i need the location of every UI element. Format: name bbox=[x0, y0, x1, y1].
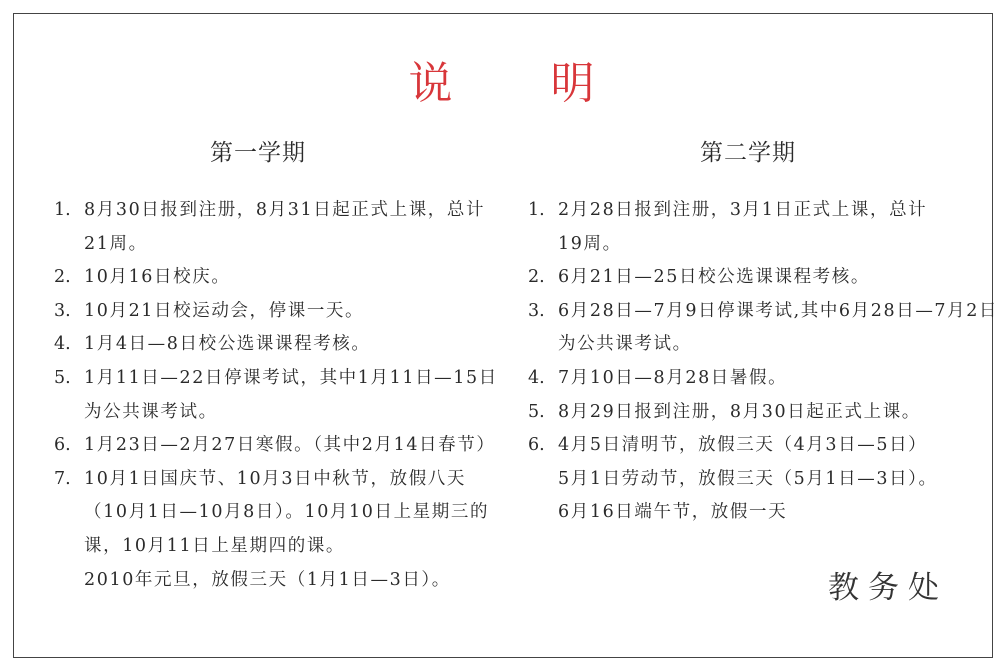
item-line: 1月23日—2月27日寒假。（其中2月14日春节） bbox=[84, 435, 496, 456]
first-semester-column bbox=[54, 136, 512, 597]
item-text bbox=[558, 362, 978, 396]
item-text bbox=[84, 328, 512, 362]
list-item bbox=[54, 362, 512, 429]
item-text bbox=[558, 295, 998, 362]
item-line: 19周。 bbox=[558, 233, 622, 254]
item-line: 21周。 bbox=[84, 233, 148, 254]
item-line: 10月1日国庆节、10月3日中秋节，放假八天 bbox=[84, 468, 467, 489]
first-semester-heading: 第一学期 bbox=[210, 140, 306, 166]
list-item bbox=[528, 194, 978, 261]
list-item bbox=[528, 429, 978, 530]
list-item bbox=[54, 429, 512, 463]
item-line: 6月16日端午节，放假一天 bbox=[558, 502, 788, 523]
item-line: 课，10月11日上星期四的课。 bbox=[84, 535, 346, 556]
item-text bbox=[558, 429, 978, 530]
item-number: 5. bbox=[528, 401, 545, 422]
list-item bbox=[54, 295, 512, 329]
item-text bbox=[84, 295, 512, 329]
item-number: 2. bbox=[528, 267, 545, 288]
list-item bbox=[54, 261, 512, 295]
item-line: 为公共课考试。 bbox=[84, 401, 218, 422]
item-text bbox=[84, 194, 512, 261]
list-item bbox=[54, 328, 512, 362]
second-semester-heading: 第二学期 bbox=[700, 140, 796, 166]
item-line: 6月28日—7月9日停课考试,其中6月28日—7月2日 bbox=[558, 300, 999, 321]
academic-affairs-signature: 教务处 bbox=[828, 570, 948, 606]
item-number: 2. bbox=[54, 267, 71, 288]
item-line: 6月21日—25日校公选课课程考核。 bbox=[558, 267, 870, 288]
list-item bbox=[54, 463, 512, 564]
item-text bbox=[558, 194, 978, 261]
item-line: （10月1日—10月8日）。10月10日上星期三的 bbox=[84, 502, 490, 523]
item-line: 5月1日劳动节，放假三天（5月1日—3日）。 bbox=[558, 468, 938, 489]
item-line: 1月11日—22日停课考试，其中1月11日—15日 bbox=[84, 367, 498, 388]
item-line: 为公共课考试。 bbox=[558, 334, 692, 355]
title-char-1: 说 bbox=[408, 58, 455, 109]
item-text bbox=[558, 261, 978, 295]
list-item bbox=[54, 194, 512, 261]
item-text bbox=[84, 362, 512, 429]
item-text bbox=[84, 463, 512, 564]
item-number: 4. bbox=[54, 334, 71, 355]
list-item bbox=[528, 261, 978, 295]
item-number: 7. bbox=[54, 468, 71, 489]
item-text bbox=[558, 396, 978, 430]
list-item bbox=[528, 362, 978, 396]
list-item bbox=[528, 396, 978, 430]
item-line: 7月10日—8月28日暑假。 bbox=[558, 367, 788, 388]
item-line: 1月4日—8日校公选课课程考核。 bbox=[84, 334, 371, 355]
item-line: 10月21日校运动会，停课一天。 bbox=[84, 300, 365, 321]
item-number: 6. bbox=[528, 435, 545, 456]
second-semester-list bbox=[528, 194, 999, 530]
item-text bbox=[84, 261, 512, 295]
page-title bbox=[0, 56, 1005, 112]
item-line: 2月28日报到注册，3月1日正式上课，总计 bbox=[558, 200, 928, 220]
item-number: 6. bbox=[54, 435, 71, 456]
new-year-note: 2010年元旦，放假三天（1月1日—3日）。 bbox=[84, 569, 451, 590]
item-number: 1. bbox=[528, 200, 545, 220]
title-char-2: 明 bbox=[550, 58, 597, 109]
item-number: 3. bbox=[54, 300, 71, 321]
list-item bbox=[528, 295, 999, 362]
second-semester-column bbox=[528, 136, 999, 530]
item-number: 1. bbox=[54, 200, 71, 220]
item-number: 4. bbox=[528, 367, 545, 388]
item-line: 8月29日报到注册，8月30日起正式上课。 bbox=[558, 401, 921, 422]
item-number: 3. bbox=[528, 300, 545, 321]
item-number: 5. bbox=[54, 367, 71, 388]
item-line: 4月5日清明节，放假三天（4月3日—5日） bbox=[558, 435, 928, 456]
item-line: 8月30日报到注册，8月31日起正式上课，总计 bbox=[84, 200, 486, 220]
item-text bbox=[84, 429, 512, 463]
item-line: 10月16日校庆。 bbox=[84, 267, 231, 288]
first-semester-list bbox=[54, 194, 512, 564]
